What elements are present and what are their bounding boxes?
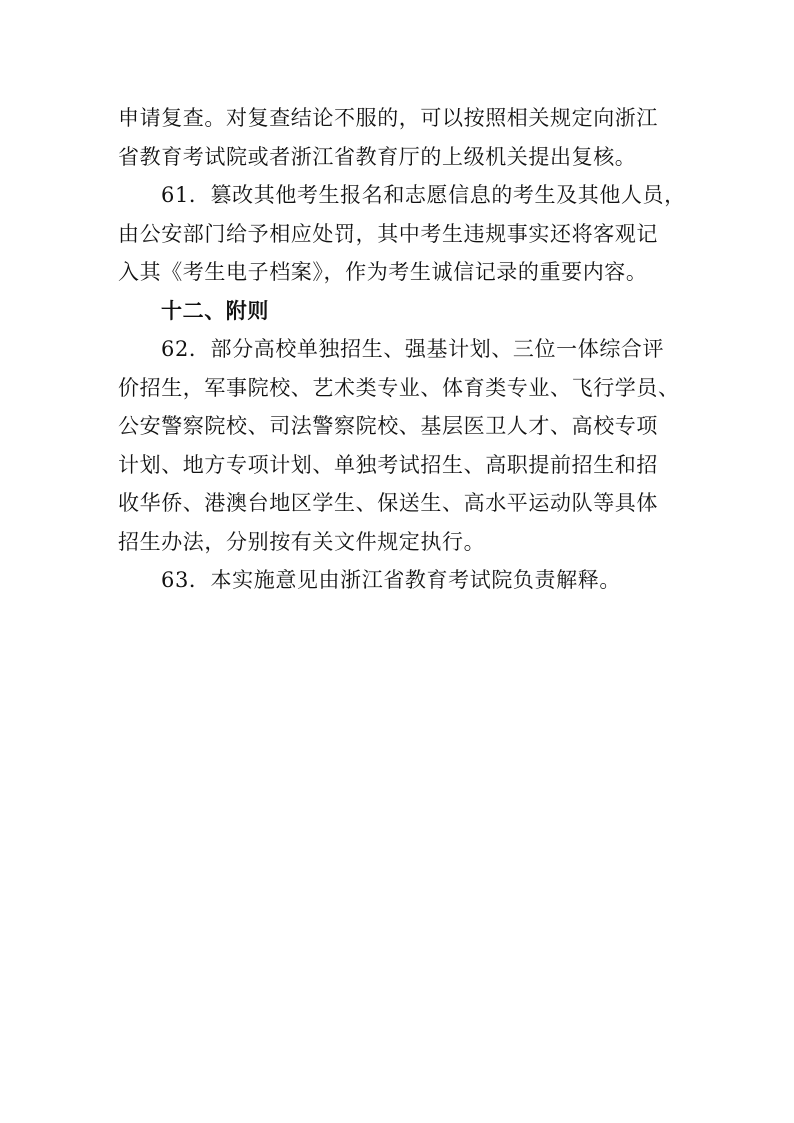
text-line: 计划、地方专项计划、单独考试招生、高职提前招生和招	[118, 452, 658, 477]
text-line: 招生办法，分别按有关文件规定执行。	[118, 529, 486, 554]
text-line: 由公安部门给予相应处罚，其中考生违规事实还将客观记	[118, 221, 658, 246]
text-line: 价招生，军事院校、艺术类专业、体育类专业、飞行学员、	[118, 375, 680, 400]
clause-61-start: 61．篡改其他考生报名和志愿信息的考生及其他人员，	[161, 183, 686, 207]
clause-63: 63．本实施意见由浙江省教育考试院负责解释。	[161, 568, 621, 592]
text-line: 入其《考生电子档案》，作为考生诚信记录的重要内容。	[118, 260, 648, 284]
text-line: 公安警察院校、司法警察院校、基层医卫人才、高校专项	[118, 414, 658, 438]
clause-62-start: 62．部分高校单独招生、强基计划、三位一体综合评	[161, 337, 665, 361]
text-line: 省教育考试院或者浙江省教育厅的上级机关提出复核。	[118, 144, 637, 169]
text-line: 申请复查。对复查结论不服的，可以按照相关规定向浙江	[118, 106, 658, 130]
section-heading: 十二、附则	[161, 298, 269, 323]
text-line: 收华侨、港澳台地区学生、保送生、高水平运动队等具体	[118, 491, 658, 515]
document-body	[118, 99, 686, 600]
